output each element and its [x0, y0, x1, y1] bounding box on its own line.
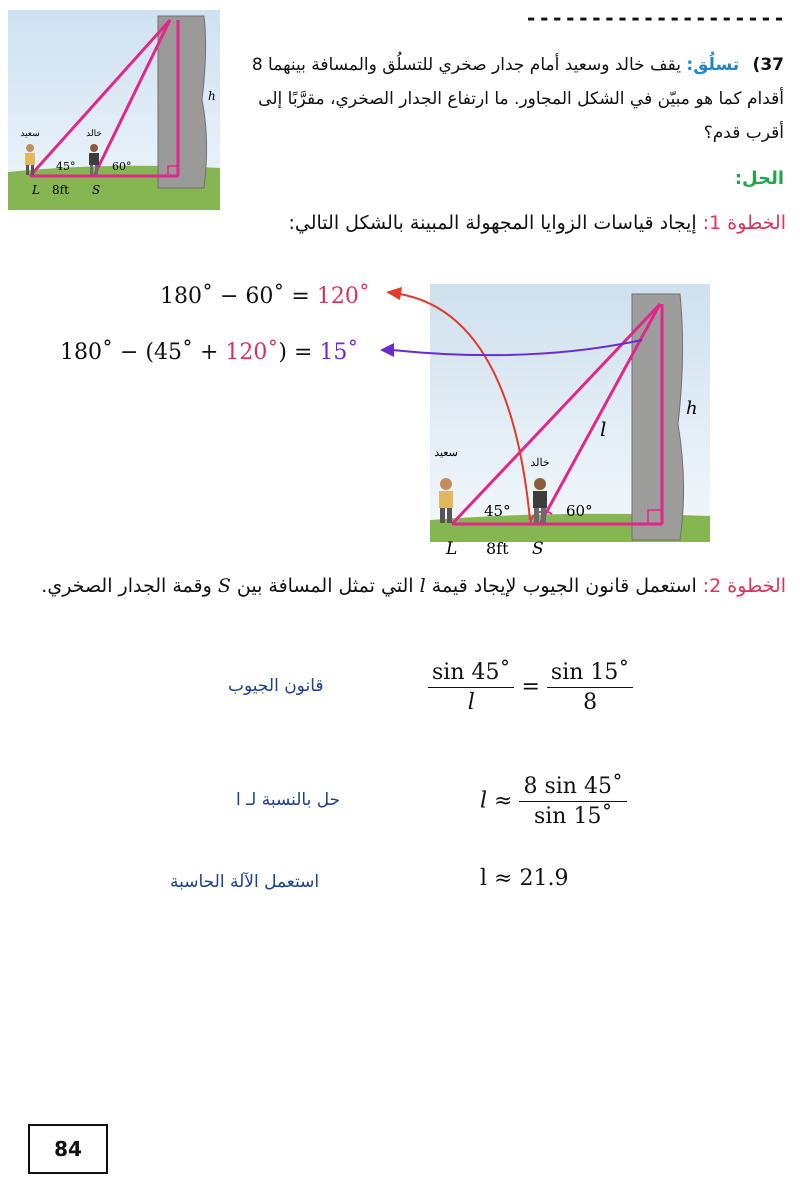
label-L: L [32, 183, 40, 197]
eq1-result: 120˚ [316, 284, 370, 309]
step2-label: الخطوة 2: [702, 575, 786, 597]
angle-60: 60° [112, 160, 132, 173]
angle-60: 60° [566, 502, 593, 520]
fraction-solve-den: sin 15˚ [533, 804, 613, 829]
page-number: 84 [28, 1124, 108, 1174]
arrow-head-15 [380, 343, 394, 357]
rock-wall [632, 294, 684, 540]
eq-lhs: l ≈ [480, 788, 513, 814]
fraction-left-den: l [467, 690, 475, 715]
label-khaled: خالد [86, 129, 102, 139]
equation-result: l ≈ 21.9 [480, 866, 569, 891]
angle-45: 45° [56, 160, 76, 173]
label-said: سعيد [20, 129, 40, 139]
fraction-right-den: 8 [583, 690, 598, 715]
step2-text-before: استعمل قانون الجيوب لإيجاد قيمة [431, 575, 697, 597]
eq1-left: 180˚ − 60˚ = [160, 284, 317, 309]
fraction-solve-num: 8 sin 45˚ [519, 774, 626, 802]
rock-wall [158, 16, 207, 188]
label-khaled: خالد [530, 456, 550, 469]
step1-line [16, 212, 786, 234]
problem-text: يقف خالد وسعيد أمام جدار صخري للتسلُق والمسافة بينهما 8 أقدام كما هو مبيّن في الشكل المجاور. ما ارتفاع الجدار الصخري، مقرَّبًا إلى أقرب قدم؟ [251, 55, 784, 143]
fraction-right-num: sin 15˚ [547, 660, 633, 688]
note-law-of-sines: قانون الجيوب [228, 676, 324, 696]
label-8ft: 8ft [52, 183, 69, 197]
label-S: S [92, 183, 101, 197]
fraction-left-num: sin 45˚ [428, 660, 514, 688]
label-said: سعيد [434, 446, 458, 459]
eq2-left: 180˚ − (45˚ + [60, 340, 226, 365]
step2-paragraph [14, 566, 786, 606]
fraction-solve [519, 774, 626, 829]
equation-law-of-sines [428, 660, 633, 715]
var-S: S [217, 575, 231, 597]
problem-tag: تسلُق: [686, 55, 740, 75]
label-h: h [686, 398, 698, 419]
solution-label: الحل: [734, 168, 784, 189]
label-h: h [208, 89, 216, 103]
arrow-head-120 [386, 287, 402, 300]
problem-statement [219, 48, 784, 150]
equation-angle-15 [60, 340, 358, 365]
small-figure [8, 10, 220, 210]
label-S: S [532, 539, 544, 559]
large-figure [380, 284, 710, 564]
eq2-result: 15˚ [319, 340, 359, 365]
var-l: l [419, 575, 426, 597]
separator-dashes: -------------------- [525, 6, 786, 30]
fraction-right [547, 660, 633, 715]
problem-number: 37) [752, 55, 784, 75]
equals-sign: = [521, 674, 540, 700]
step1-text: إيجاد قياسات الزوايا المجهولة المبينة بالشكل التالي: [288, 212, 697, 234]
note-solve-for-l: حل بالنسبة لـ l [236, 790, 341, 810]
step2-text-after: وقمة الجدار الصخري. [41, 575, 212, 597]
eq2-mid: 120˚ [225, 340, 279, 365]
label-l: l [600, 417, 607, 441]
step2-text-mid: التي تمثل المسافة بين [236, 575, 414, 597]
equation-angle-120 [160, 284, 370, 309]
step1-label: الخطوة 1: [702, 212, 786, 234]
label-8ft: 8ft [486, 539, 509, 558]
label-L: L [446, 539, 458, 559]
angle-45: 45° [484, 502, 511, 520]
note-calculator: استعمل الآلة الحاسبة [170, 872, 320, 892]
equation-solve-for-l [480, 774, 627, 829]
eq2-close: ) = [278, 340, 320, 365]
fraction-left [428, 660, 514, 715]
